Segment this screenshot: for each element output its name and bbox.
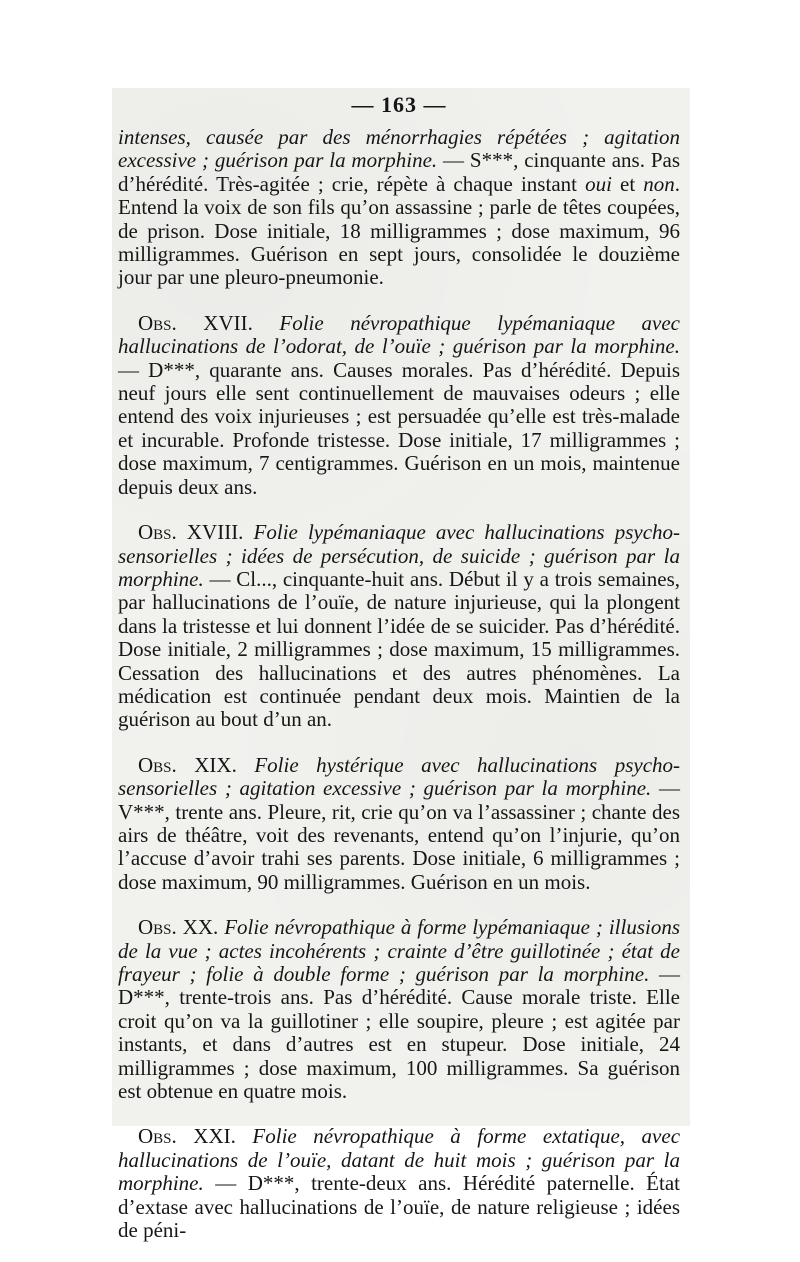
observation-label: Obs. (138, 1124, 177, 1149)
observation-paragraph (118, 312, 680, 499)
observation-paragraph (118, 916, 680, 1103)
italic-text: oui (585, 171, 612, 196)
page-text (118, 88, 680, 1242)
observation-paragraph (118, 754, 680, 894)
observation-number: XVII. (203, 310, 253, 335)
italic-text: Folie lypémaniaque avec hallucinations psycho-sensorielles ; idées de persécution, de suicide ; guérison par la morphine. (118, 520, 681, 591)
body-text: — D***, trente-trois ans. Pas d’hérédité. Cause morale triste. Elle croit qu’on va la guillotiner ; elle soupire, pleure ; est agitée par instants, et dans d’autres est en stupeur. Dose initiale, 24 milligrammes ; dose maximum, 100 milligrammes. Sa guérison est obtenue en quatre mois. (118, 962, 681, 1104)
body-text: — Cl..., cinquante-huit ans. Début il y a trois semaines, par hallucinations de l’ouïe, de nature injurieuse, qui la plongent dans la tristesse et lui donnent l’idée de se suicider. Pas d’hérédité. Dose initiale, 2 milligrammes ; dose maximum, 15 milligrammes. Cessation des hallucinations et des autres phénomènes. La médication est continuée pendant deux mois. Maintien de la guérison au bout d’un an. (118, 566, 680, 732)
italic-text: Folie hystérique avec hallucinations psycho-sensorielles ; agitation excessive ; guérison par la morphine. (118, 752, 681, 801)
observation-label: Obs. (138, 520, 177, 545)
observation-paragraph (118, 1125, 680, 1242)
observation-number: XVIII. (186, 520, 244, 545)
italic-text: Folie névropathique à forme lypémaniaque ; illusions de la vue ; actes incohérents ; crainte d’être guillotinée ; état de frayeur ; folie à double forme ; guérison par la morphine. (118, 915, 681, 986)
observation-number: XX. (182, 915, 219, 940)
italic-text: Folie névropathique lypémaniaque avec hallucinations de l’odorat, de l’ouïe ; guérison par la morphine. (118, 310, 681, 359)
body-text: — D***, quarante ans. Causes morales. Pas d’hérédité. Depuis neuf jours elle sent continuellement de mauvaises odeurs ; elle entend des voix injurieuses ; est persuadée qu’elle est très-malade et incurable. Profonde tristesse. Dose initiale, 17 milligrammes ; dose maximum, 7 centigrammes. Guérison en un mois, maintenue depuis deux ans. (118, 357, 680, 499)
body-text: — D***, trente-deux ans. Hérédité paternelle. État d’extase avec hallucinations de l’ouïe, de nature religieuse ; idées de péni- (118, 1171, 680, 1243)
observation-number: XXI. (193, 1124, 236, 1149)
page-number: — 163 — (351, 92, 447, 117)
body-text: — S***, cinquante ans. Pas d’hérédité. Très-agitée ; crie, répète à chaque instant (118, 148, 680, 196)
observation-number: XIX. (194, 752, 237, 777)
italic-text: non (643, 171, 675, 196)
italic-text: intenses, causée par des ménorrhagies répétées ; agitation excessive ; guérison par la morphine. (118, 125, 680, 173)
continuation-paragraph (118, 126, 680, 290)
observation-label: Obs. (138, 310, 177, 335)
observation-label: Obs. (138, 915, 177, 940)
body-text: — V***, trente ans. Pleure, rit, crie qu’on va l’assassiner ; chante des airs de théâtre, voit des revenants, entend qu’on l’injurie, qu’on l’accuse d’avoir trahi ses parents. Dose initiale, 6 milligrammes ; dose maximum, 90 milligrammes. Guérison en un mois. (118, 776, 680, 894)
italic-text: Folie névropathique à forme extatique, avec hallucinations de l’ouïe, datant de huit mois ; guérison par la morphine. (118, 1124, 681, 1196)
observation-paragraph (118, 521, 680, 732)
observation-label: Obs. (138, 752, 177, 777)
body-text: et (611, 171, 644, 196)
body-text: . Entend la voix de son fils qu’on assassine ; parle de têtes coupées, de prison. Dose initiale, 18 milligrammes ; dose maximum, 96 milligrammes. Guérison en sept jours, consolidée le douzième jour par une pleuro-pneumonie. (118, 171, 680, 290)
paragraphs (118, 126, 680, 1242)
